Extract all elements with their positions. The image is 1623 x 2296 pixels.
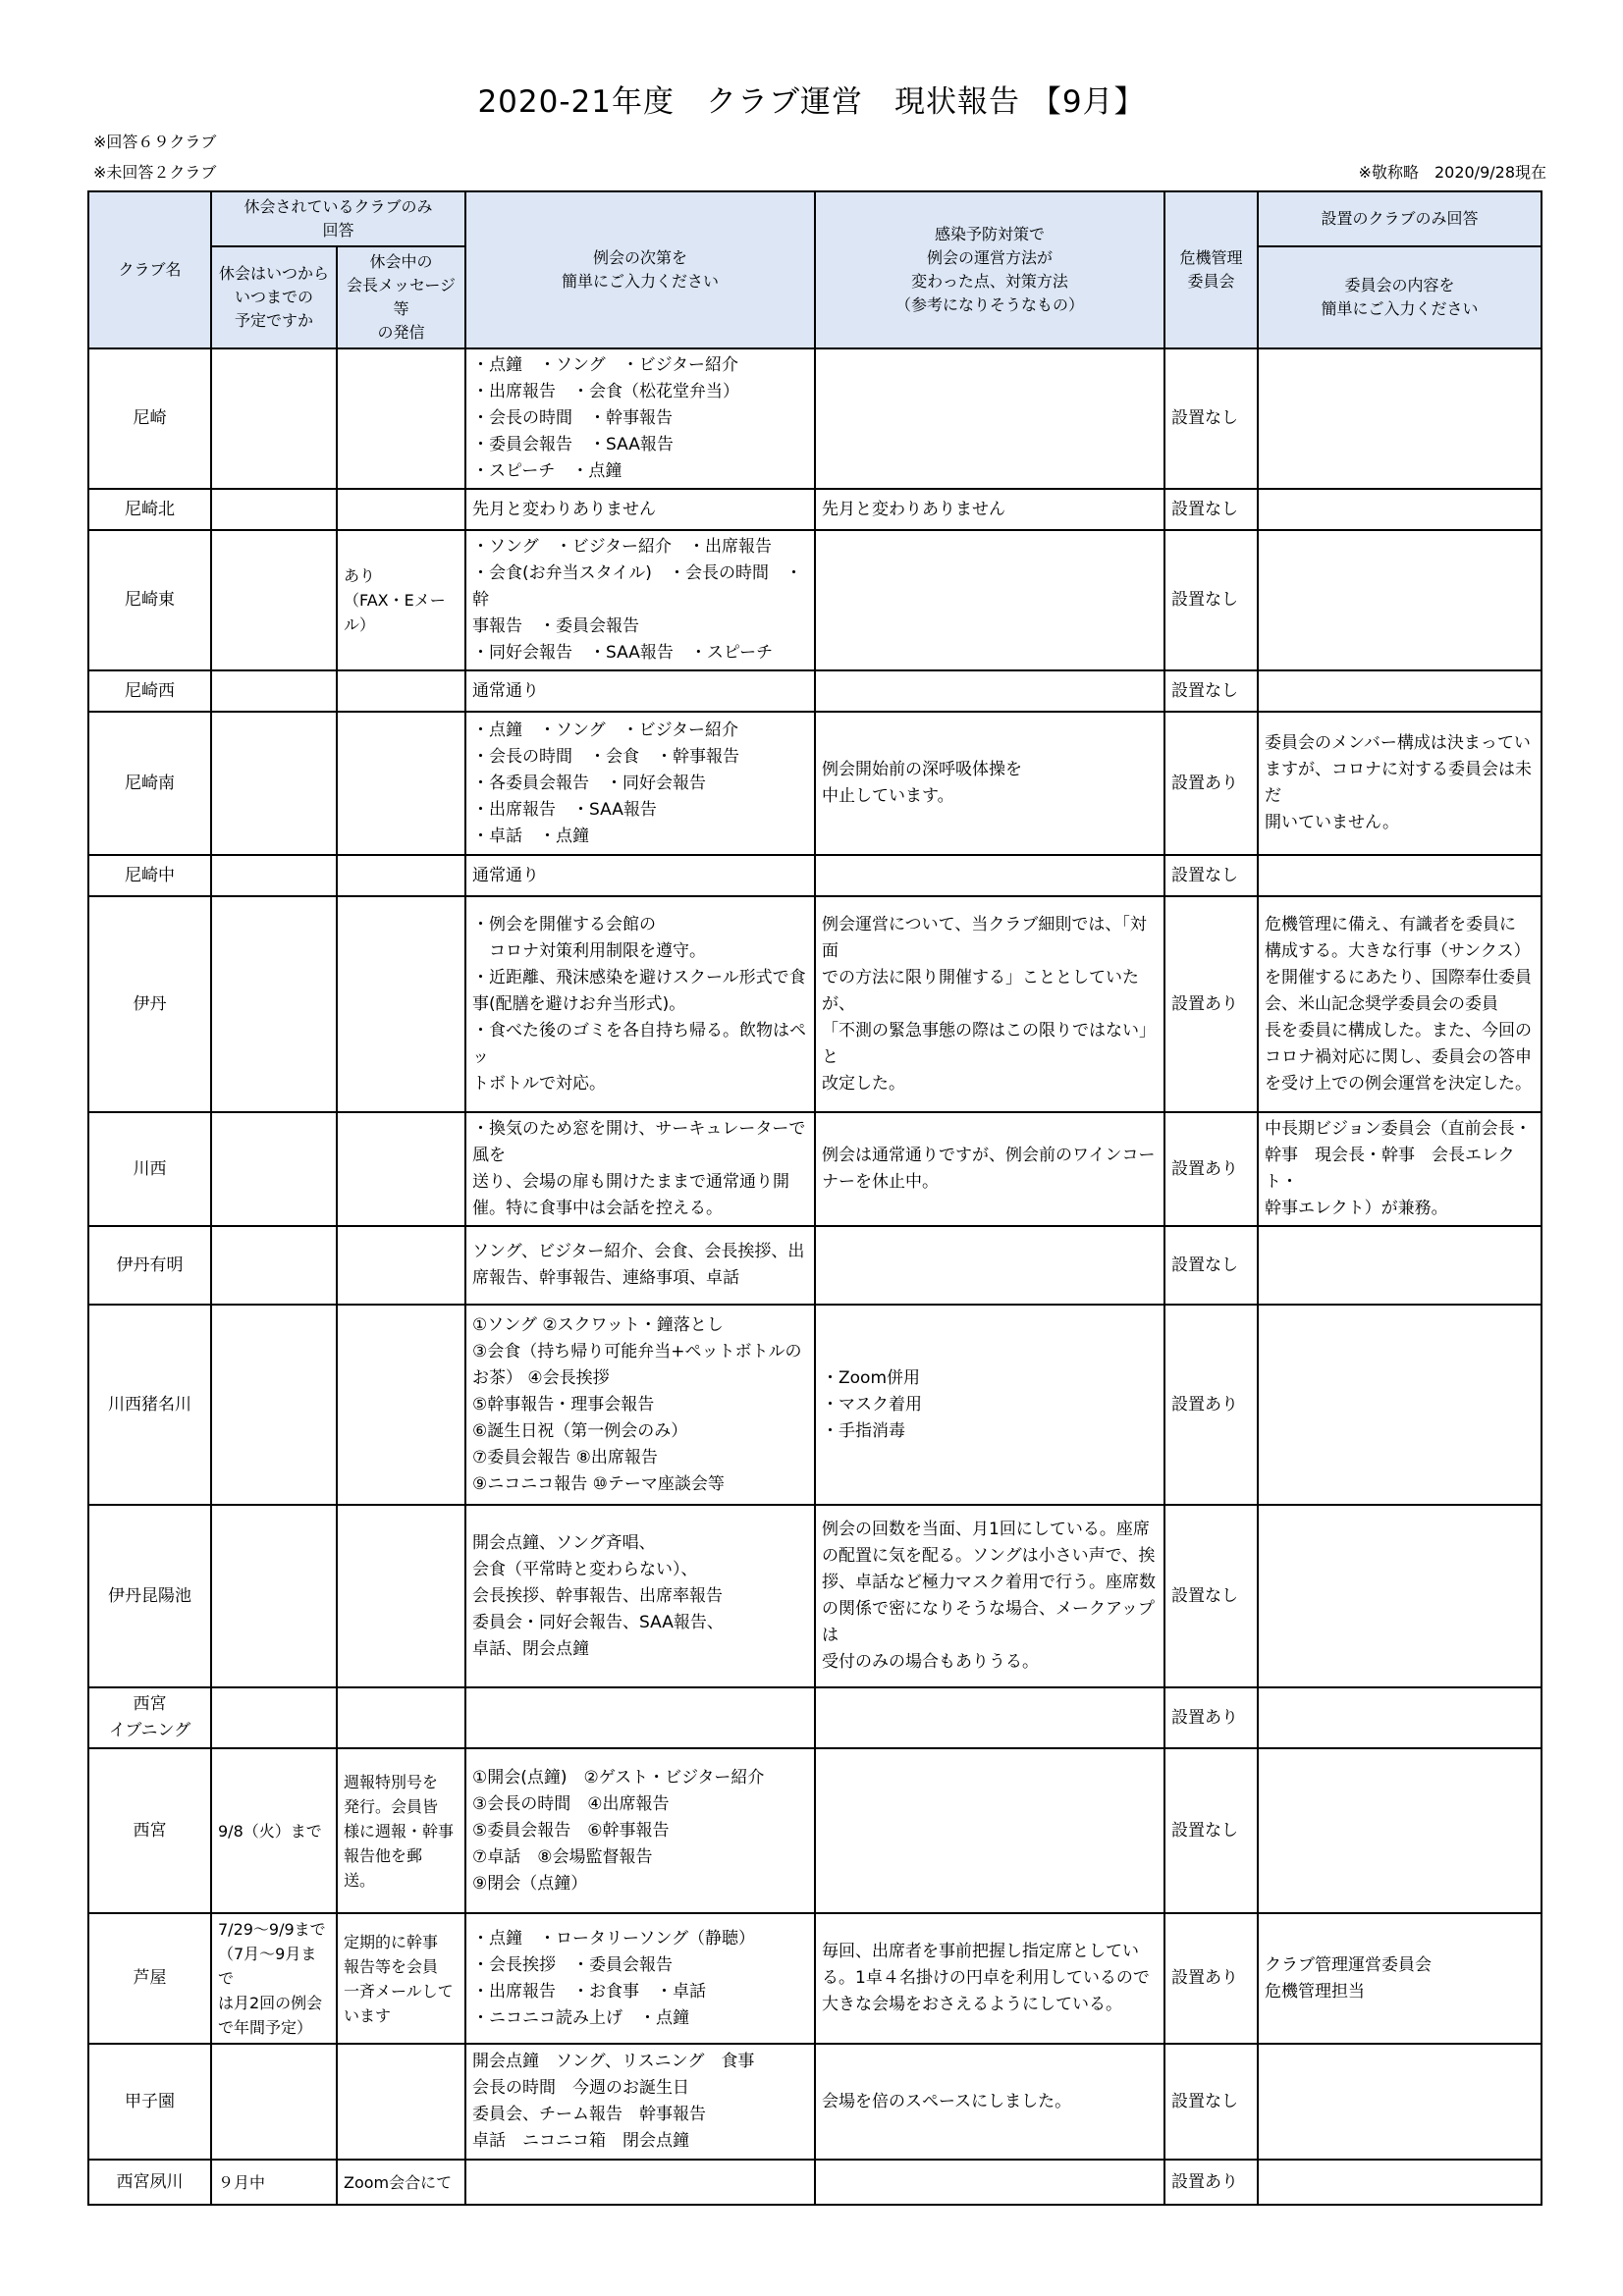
meeting-order-cell bbox=[465, 712, 815, 855]
meeting-order-cell bbox=[465, 855, 815, 896]
cell-line: 休会はいつから bbox=[218, 264, 329, 283]
suspension-period-cell bbox=[211, 712, 337, 855]
infection-measures-cell bbox=[815, 1748, 1164, 1913]
suspension-period-cell bbox=[211, 489, 337, 530]
suspension-period-cell bbox=[211, 530, 337, 670]
cell-line: 中長期ビジョン委員会（直前会長・ bbox=[1265, 1119, 1532, 1139]
table-row bbox=[88, 896, 1542, 1112]
meeting-order-cell bbox=[465, 896, 815, 1112]
cell-line: 会長メッセージ等 bbox=[346, 276, 457, 318]
header-committee-content bbox=[1258, 246, 1542, 348]
cell-line: 例会の次第を bbox=[593, 248, 688, 267]
president-message-cell bbox=[337, 2160, 465, 2205]
cell-line: ⑤委員会報告 ⑥幹事報告 bbox=[472, 1820, 670, 1841]
suspension-period-cell bbox=[211, 348, 337, 489]
club-name-cell bbox=[88, 896, 211, 1112]
header-meeting-order bbox=[465, 191, 815, 348]
cell-line: （7月～9月まで bbox=[218, 1945, 317, 1988]
club-name-cell bbox=[88, 1226, 211, 1305]
cell-line: ・点鐘 ・ソング ・ビジター紹介 bbox=[472, 355, 738, 375]
cell-line: 拶、卓話など極力マスク着用で行う。座席数 bbox=[822, 1573, 1157, 1592]
cell-line: ・換気のため窓を開け、サーキュレーターで風を bbox=[472, 1119, 806, 1165]
cell-line: 週報特別号を bbox=[344, 1772, 439, 1791]
committee-content-cell bbox=[1258, 855, 1542, 896]
cell-line: 西宮 bbox=[133, 1820, 167, 1841]
crisis-committee-cell: 設置あり bbox=[1164, 896, 1258, 1112]
cell-line: います bbox=[344, 2005, 392, 2025]
cell-line: を開催するにあたり、国際奉仕委員 bbox=[1265, 967, 1533, 988]
cell-line: ・スピーチ ・点鐘 bbox=[472, 461, 622, 481]
president-message-cell bbox=[337, 855, 465, 896]
cell-line: ・会長の時間 ・会食 ・幹事報告 bbox=[472, 746, 740, 767]
club-name-cell bbox=[88, 855, 211, 896]
cell-line: 委員会のメンバー構成は決まってい bbox=[1265, 733, 1531, 753]
cell-line: 危機管理 bbox=[1179, 248, 1243, 267]
cell-line: 改定した。 bbox=[822, 1073, 906, 1094]
committee-content-cell bbox=[1258, 1226, 1542, 1305]
crisis-committee-cell: 設置あり bbox=[1164, 1687, 1258, 1748]
crisis-committee-cell: 設置なし bbox=[1164, 489, 1258, 530]
meeting-order-cell bbox=[465, 1226, 815, 1305]
cell-line: 危機管理に備え、有識者を委員に bbox=[1265, 914, 1517, 934]
infection-measures-cell bbox=[815, 489, 1164, 530]
club-name-cell bbox=[88, 2044, 211, 2160]
cell-line: ・会長挨拶 ・委員会報告 bbox=[472, 1954, 674, 1975]
cell-line: 委員会の内容を bbox=[1344, 276, 1455, 294]
header-suspended-only bbox=[211, 191, 465, 246]
cell-line: の発信 bbox=[377, 323, 425, 342]
cell-line: 委員会・同好会報告、SAA報告、 bbox=[472, 1612, 724, 1632]
table-row bbox=[88, 489, 1542, 530]
cell-line: ・マスク着用 bbox=[822, 1394, 923, 1415]
committee-content-cell bbox=[1258, 1748, 1542, 1913]
cell-line: 開いていません。 bbox=[1265, 813, 1400, 832]
suspension-period-cell bbox=[211, 1226, 337, 1305]
cell-line: 通常通り bbox=[472, 865, 540, 885]
meeting-order-cell bbox=[465, 1305, 815, 1505]
cell-line: 例会の回数を当面、月1回にしている。座席 bbox=[822, 1520, 1150, 1539]
infection-measures-cell bbox=[815, 1687, 1164, 1748]
cell-line: ・各委員会報告 ・同好会報告 bbox=[472, 773, 707, 793]
suspension-period-cell bbox=[211, 1913, 337, 2044]
president-message-cell bbox=[337, 1748, 465, 1913]
table-row bbox=[88, 855, 1542, 896]
president-message-cell bbox=[337, 1226, 465, 1305]
committee-content-cell bbox=[1258, 2160, 1542, 2205]
cell-line: 尼崎北 bbox=[125, 499, 175, 519]
table-row bbox=[88, 1505, 1542, 1687]
cell-line: 川西猪名川 bbox=[108, 1394, 191, 1415]
cell-line: ③会食（持ち帰り可能弁当+ペットボトルの bbox=[472, 1341, 802, 1362]
meeting-order-cell bbox=[465, 1505, 815, 1687]
cell-line: 委員会 bbox=[1187, 272, 1235, 291]
cell-line: ⑦委員会報告 ⑧出席報告 bbox=[472, 1447, 658, 1468]
committee-content-cell bbox=[1258, 1112, 1542, 1226]
club-name-cell bbox=[88, 1112, 211, 1226]
crisis-committee-cell: 設置あり bbox=[1164, 1305, 1258, 1505]
cell-line: 事報告 ・委員会報告 bbox=[472, 616, 640, 636]
table-row bbox=[88, 2044, 1542, 2160]
meeting-order-cell bbox=[465, 2044, 815, 2160]
club-report-table bbox=[87, 190, 1542, 2206]
cell-line: 開会点鐘、ソング斉唱、 bbox=[472, 1532, 656, 1553]
president-message-cell bbox=[337, 1305, 465, 1505]
club-name-cell bbox=[88, 1913, 211, 2044]
cell-line: 大きな会場をおさえるようにしている。 bbox=[822, 1995, 1123, 2014]
cell-line: 変わった点、対策方法 bbox=[911, 272, 1068, 291]
cell-line: の配置に気を配る。ソングは小さい声で、挨 bbox=[822, 1546, 1156, 1566]
cell-line: 事(配膳を避けお弁当形式)。 bbox=[472, 993, 686, 1014]
crisis-committee-cell: 設置なし bbox=[1164, 1226, 1258, 1305]
table-row bbox=[88, 1112, 1542, 1226]
committee-content-cell bbox=[1258, 670, 1542, 712]
president-message-cell bbox=[337, 1913, 465, 2044]
answered-count-note: ※回答６９クラブ bbox=[93, 133, 217, 151]
crisis-committee-cell: 設置あり bbox=[1164, 2160, 1258, 2205]
cell-line: 例会は通常通りですが、例会前のワインコー bbox=[822, 1146, 1156, 1165]
infection-measures-cell bbox=[815, 670, 1164, 712]
cell-line: 例会運営について、当クラブ細則では、「対面 bbox=[822, 914, 1147, 961]
date-note: ※敬称略 2020/9/28現在 bbox=[1358, 163, 1546, 182]
header-president-message bbox=[337, 246, 465, 348]
cell-line: ・ソング ・ビジター紹介 ・出席報告 bbox=[472, 537, 772, 557]
cell-line: 先月と変わりありません bbox=[472, 499, 657, 519]
infection-measures-cell bbox=[815, 348, 1164, 489]
suspension-period-cell bbox=[211, 1305, 337, 1505]
table-row bbox=[88, 348, 1542, 489]
infection-measures-cell bbox=[815, 1913, 1164, 2044]
crisis-committee-cell: 設置あり bbox=[1164, 1112, 1258, 1226]
cell-line: 尼崎中 bbox=[125, 865, 175, 885]
cell-line: ⑦卓話 ⑧会場監督報告 bbox=[472, 1846, 653, 1867]
table-body bbox=[88, 348, 1542, 2205]
president-message-cell bbox=[337, 489, 465, 530]
cell-line: ・会食(お弁当スタイル) ・会長の時間 ・幹 bbox=[472, 563, 802, 610]
crisis-committee-cell: 設置あり bbox=[1164, 1913, 1258, 2044]
infection-measures-cell bbox=[815, 1112, 1164, 1226]
cell-line: 尼崎南 bbox=[125, 773, 175, 793]
president-message-cell bbox=[337, 530, 465, 670]
cell-line: は月2回の例会 bbox=[218, 1994, 323, 2012]
cell-line: 毎回、出席者を事前把握し指定席としてい bbox=[822, 1942, 1140, 1961]
cell-line: 中止しています。 bbox=[822, 786, 954, 806]
cell-line: 報告等を会員 bbox=[344, 1956, 439, 1976]
crisis-committee-cell: 設置なし bbox=[1164, 348, 1258, 489]
infection-measures-cell bbox=[815, 1226, 1164, 1305]
header-crisis-committee bbox=[1164, 191, 1258, 348]
cell-line: 感染予防対策で bbox=[935, 225, 1046, 243]
suspension-period-cell bbox=[211, 1112, 337, 1226]
meeting-order-cell bbox=[465, 1687, 815, 1748]
cell-line: ・出席報告 ・お食事 ・卓話 bbox=[472, 1981, 707, 2002]
crisis-committee-cell: 設置なし bbox=[1164, 1748, 1258, 1913]
suspension-period-cell bbox=[211, 1687, 337, 1748]
cell-line: 9/8（火）まで bbox=[218, 1821, 322, 1841]
cell-line: 送り、会場の扉も開けたままで通常通り開 bbox=[472, 1172, 790, 1192]
cell-line: ⑥誕生日祝（第一例会のみ） bbox=[472, 1420, 688, 1441]
infection-measures-cell bbox=[815, 712, 1164, 855]
meeting-order-cell bbox=[465, 489, 815, 530]
cell-line: 卓話、閉会点鐘 bbox=[472, 1638, 590, 1659]
cell-line: ・点鐘 ・ソング ・ビジター紹介 bbox=[472, 720, 738, 740]
crisis-committee-cell: 設置なし bbox=[1164, 530, 1258, 670]
crisis-committee-cell: 設置なし bbox=[1164, 855, 1258, 896]
cell-line: 受付のみの場合もありうる。 bbox=[822, 1652, 1040, 1672]
unanswered-count-note: ※未回答２クラブ bbox=[93, 163, 217, 182]
club-name-cell bbox=[88, 712, 211, 855]
cell-line: 川西 bbox=[133, 1158, 167, 1179]
suspension-period-cell bbox=[211, 2160, 337, 2205]
cell-line: 危機管理担当 bbox=[1265, 1981, 1366, 2002]
president-message-cell bbox=[337, 348, 465, 489]
committee-content-cell bbox=[1258, 2044, 1542, 2160]
cell-line: 西宮夙川 bbox=[116, 2171, 184, 2192]
suspension-period-cell bbox=[211, 2044, 337, 2160]
committee-content-cell bbox=[1258, 1305, 1542, 1505]
committee-content-cell bbox=[1258, 712, 1542, 855]
meeting-order-cell bbox=[465, 530, 815, 670]
cell-line: ⑨閉会（点鐘） bbox=[472, 1873, 588, 1894]
crisis-committee-cell: 設置なし bbox=[1164, 2044, 1258, 2160]
committee-content-cell bbox=[1258, 1687, 1542, 1748]
cell-line: 7/29～9/9まで bbox=[218, 1920, 326, 1939]
president-message-cell bbox=[337, 1687, 465, 1748]
cell-line: ・同好会報告 ・SAA報告 ・スピーチ bbox=[472, 643, 774, 663]
infection-measures-cell bbox=[815, 1305, 1164, 1505]
cell-line: 会長挨拶、幹事報告、出席率報告 bbox=[472, 1585, 724, 1606]
infection-measures-cell bbox=[815, 2044, 1164, 2160]
cell-line: ・手指消毒 bbox=[822, 1420, 906, 1441]
cell-line: 幹事 現会長・幹事 会長エレクト・ bbox=[1265, 1146, 1515, 1192]
president-message-cell bbox=[337, 1505, 465, 1687]
cell-line: で年間予定） bbox=[218, 2018, 313, 2037]
cell-line: 発行。会員皆 bbox=[344, 1796, 439, 1816]
cell-line: 長を委員に構成した。また、今回の bbox=[1265, 1020, 1533, 1041]
cell-line: 一斉メールして bbox=[344, 1981, 454, 2001]
president-message-cell bbox=[337, 712, 465, 855]
cell-line: ・点鐘 ・ロータリーソング（静聴） bbox=[472, 1928, 755, 1949]
suspension-period-cell bbox=[211, 1505, 337, 1687]
cell-line: 「不測の緊急事態の際はこの限りではない」と bbox=[822, 1020, 1157, 1067]
cell-line: 休会されているクラブのみ bbox=[243, 197, 433, 216]
committee-content-cell bbox=[1258, 530, 1542, 670]
cell-line: ①ソング ②スクワット・鐘落とし bbox=[472, 1314, 724, 1335]
infection-measures-cell bbox=[815, 896, 1164, 1112]
cell-line: 定期的に幹事 bbox=[344, 1932, 439, 1951]
cell-line: 会場を倍のスペースにしました。 bbox=[822, 2091, 1072, 2111]
cell-line: 様に週報・幹事 bbox=[344, 1821, 455, 1841]
club-name-cell bbox=[88, 1505, 211, 1687]
cell-line: （参考になりそうなもの） bbox=[895, 295, 1085, 314]
cell-line: 報告他を郵 bbox=[344, 1845, 423, 1865]
cell-line: お茶） ④会長挨拶 bbox=[472, 1367, 610, 1388]
crisis-committee-cell: 設置なし bbox=[1164, 670, 1258, 712]
club-name-cell bbox=[88, 1687, 211, 1748]
header-suspension-period bbox=[211, 246, 337, 348]
infection-measures-cell bbox=[815, 530, 1164, 670]
cell-line: ③会長の時間 ④出席報告 bbox=[472, 1793, 670, 1814]
meeting-order-cell bbox=[465, 2160, 815, 2205]
cell-line: ・出席報告 ・会食（松花堂弁当） bbox=[472, 382, 740, 401]
suspension-period-cell bbox=[211, 670, 337, 712]
committee-content-cell bbox=[1258, 896, 1542, 1112]
cell-line: での方法に限り開催する」こととしていたが、 bbox=[822, 967, 1140, 1014]
cell-line: 例会の運営方法が bbox=[927, 248, 1054, 267]
cell-line: 催。特に食事中は会話を控える。 bbox=[472, 1199, 724, 1218]
cell-line: （FAX・Eメール） bbox=[344, 591, 446, 634]
cell-line: 甲子園 bbox=[125, 2091, 175, 2111]
meeting-order-cell bbox=[465, 1112, 815, 1226]
cell-line: 予定ですか bbox=[234, 311, 313, 330]
cell-line: 幹事エレクト）が兼務。 bbox=[1265, 1199, 1448, 1218]
meeting-order-cell bbox=[465, 1913, 815, 2044]
cell-line: 委員会、チーム報告 幹事報告 bbox=[472, 2105, 707, 2124]
cell-line: ・例会を開催する会館の bbox=[472, 914, 657, 934]
cell-line: 簡単にご入力ください bbox=[1321, 299, 1479, 318]
cell-line: 簡単にご入力ください bbox=[562, 272, 720, 291]
cell-line: いつまでの bbox=[234, 288, 313, 306]
meeting-order-cell bbox=[465, 348, 815, 489]
meeting-order-cell bbox=[465, 1748, 815, 1913]
cell-line: の関係で密になりそうな場合、メークアップは bbox=[822, 1599, 1155, 1645]
cell-line: 開会点鐘 ソング、リスニング 食事 bbox=[472, 2052, 755, 2071]
table-row bbox=[88, 712, 1542, 855]
cell-line: ・近距離、飛沫感染を避けスクール形式で食 bbox=[472, 967, 806, 988]
meeting-order-cell bbox=[465, 670, 815, 712]
infection-measures-cell bbox=[815, 855, 1164, 896]
header-installed-only: 設置のクラブのみ回答 bbox=[1258, 191, 1542, 246]
cell-line: ・卓話 ・点鐘 bbox=[472, 826, 590, 846]
cell-line: 先月と変わりありません bbox=[822, 499, 1006, 519]
cell-line: クラブ管理運営委員会 bbox=[1265, 1954, 1433, 1975]
suspension-period-cell bbox=[211, 896, 337, 1112]
crisis-committee-cell: 設置あり bbox=[1164, 712, 1258, 855]
cell-line: ⑨ニコニコ報告 ⑩テーマ座談会等 bbox=[472, 1473, 725, 1494]
table-row bbox=[88, 1748, 1542, 1913]
header-infection-measures bbox=[815, 191, 1164, 348]
cell-line: 例会開始前の深呼吸体操を bbox=[822, 760, 1023, 779]
cell-line: を受け上での例会運営を決定した。 bbox=[1265, 1073, 1533, 1094]
table-row bbox=[88, 530, 1542, 670]
cell-line: トボトルで対応。 bbox=[472, 1073, 607, 1094]
president-message-cell bbox=[337, 896, 465, 1112]
cell-line: ９月中 bbox=[218, 2172, 266, 2192]
club-name-cell bbox=[88, 670, 211, 712]
cell-line: 尼崎東 bbox=[125, 590, 175, 610]
committee-content-cell bbox=[1258, 348, 1542, 489]
cell-line: 送。 bbox=[344, 1870, 376, 1890]
cell-line: 席報告、幹事報告、連絡事項、卓話 bbox=[472, 1268, 740, 1288]
club-name-cell bbox=[88, 2160, 211, 2205]
committee-content-cell bbox=[1258, 1505, 1542, 1687]
cell-line: コロナ対策利用制限を遵守。 bbox=[472, 940, 707, 961]
cell-line: あり bbox=[344, 566, 376, 585]
suspension-period-cell bbox=[211, 855, 337, 896]
cell-line: ⑤幹事報告・理事会報告 bbox=[472, 1394, 655, 1415]
cell-line: Zoom会合にて bbox=[344, 2172, 453, 2192]
cell-line: 回答 bbox=[322, 221, 354, 240]
page-title: 2020-21年度 クラブ運営 現状報告 【9月】 bbox=[477, 84, 1146, 120]
club-name-cell bbox=[88, 1305, 211, 1505]
cell-line: イブニング bbox=[108, 1721, 191, 1740]
cell-line: ・会長の時間 ・幹事報告 bbox=[472, 408, 674, 428]
cell-line: 会、米山記念奨学委員会の委員 bbox=[1265, 993, 1499, 1014]
cell-line: 伊丹 bbox=[133, 993, 167, 1014]
table-row bbox=[88, 1226, 1542, 1305]
cell-line: 通常通り bbox=[472, 680, 540, 701]
infection-measures-cell bbox=[815, 2160, 1164, 2205]
cell-line: 休会中の bbox=[369, 252, 433, 271]
table-row bbox=[88, 2160, 1542, 2205]
president-message-cell bbox=[337, 1112, 465, 1226]
cell-line: ますが、コロナに対する委員会は未だ bbox=[1265, 760, 1533, 806]
cell-line: ・Zoom併用 bbox=[822, 1367, 921, 1388]
table-row bbox=[88, 1687, 1542, 1748]
cell-line: 芦屋 bbox=[133, 1968, 167, 1988]
club-name-cell bbox=[88, 530, 211, 670]
cell-line: 西宮 bbox=[133, 1694, 167, 1714]
cell-line: ・委員会報告 ・SAA報告 bbox=[472, 435, 674, 454]
suspension-period-cell bbox=[211, 1748, 337, 1913]
president-message-cell bbox=[337, 2044, 465, 2160]
table-row bbox=[88, 1913, 1542, 2044]
cell-line: ・食べた後のゴミを各自持ち帰る。飲物はペッ bbox=[472, 1020, 807, 1067]
club-name-cell bbox=[88, 348, 211, 489]
cell-line: 構成する。大きな行事（サンクス） bbox=[1265, 940, 1531, 961]
cell-line: ・ニコニコ読み上げ ・点鐘 bbox=[472, 2007, 690, 2028]
infection-measures-cell bbox=[815, 1505, 1164, 1687]
cell-line: 尼崎西 bbox=[125, 680, 175, 701]
club-name-cell bbox=[88, 489, 211, 530]
cell-line: ナーを休止中。 bbox=[822, 1172, 940, 1192]
crisis-committee-cell: 設置なし bbox=[1164, 1505, 1258, 1687]
cell-line: ①開会(点鐘) ②ゲスト・ビジター紹介 bbox=[472, 1767, 765, 1788]
table-row bbox=[88, 1305, 1542, 1505]
cell-line: 伊丹昆陽池 bbox=[108, 1585, 191, 1606]
committee-content-cell bbox=[1258, 489, 1542, 530]
table-row bbox=[88, 670, 1542, 712]
cell-line: 尼崎 bbox=[133, 408, 167, 428]
committee-content-cell bbox=[1258, 1913, 1542, 2044]
cell-line: ・出席報告 ・SAA報告 bbox=[472, 799, 657, 820]
cell-line: 卓話 ニコニコ箱 閉会点鐘 bbox=[472, 2131, 690, 2151]
cell-line: コロナ禍対応に関し、委員会の答申 bbox=[1265, 1046, 1533, 1067]
header-club-name: クラブ名 bbox=[88, 191, 211, 348]
president-message-cell bbox=[337, 670, 465, 712]
cell-line: 会長の時間 今週のお誕生日 bbox=[472, 2078, 690, 2098]
cell-line: 会食（平常時と変わらない）、 bbox=[472, 1559, 698, 1579]
cell-line: る。1卓４名掛けの円卓を利用しているので bbox=[822, 1968, 1150, 1988]
cell-line: ソング、ビジター紹介、会食、会長挨拶、出 bbox=[472, 1242, 805, 1261]
cell-line: 伊丹有明 bbox=[116, 1255, 184, 1275]
club-name-cell bbox=[88, 1748, 211, 1913]
